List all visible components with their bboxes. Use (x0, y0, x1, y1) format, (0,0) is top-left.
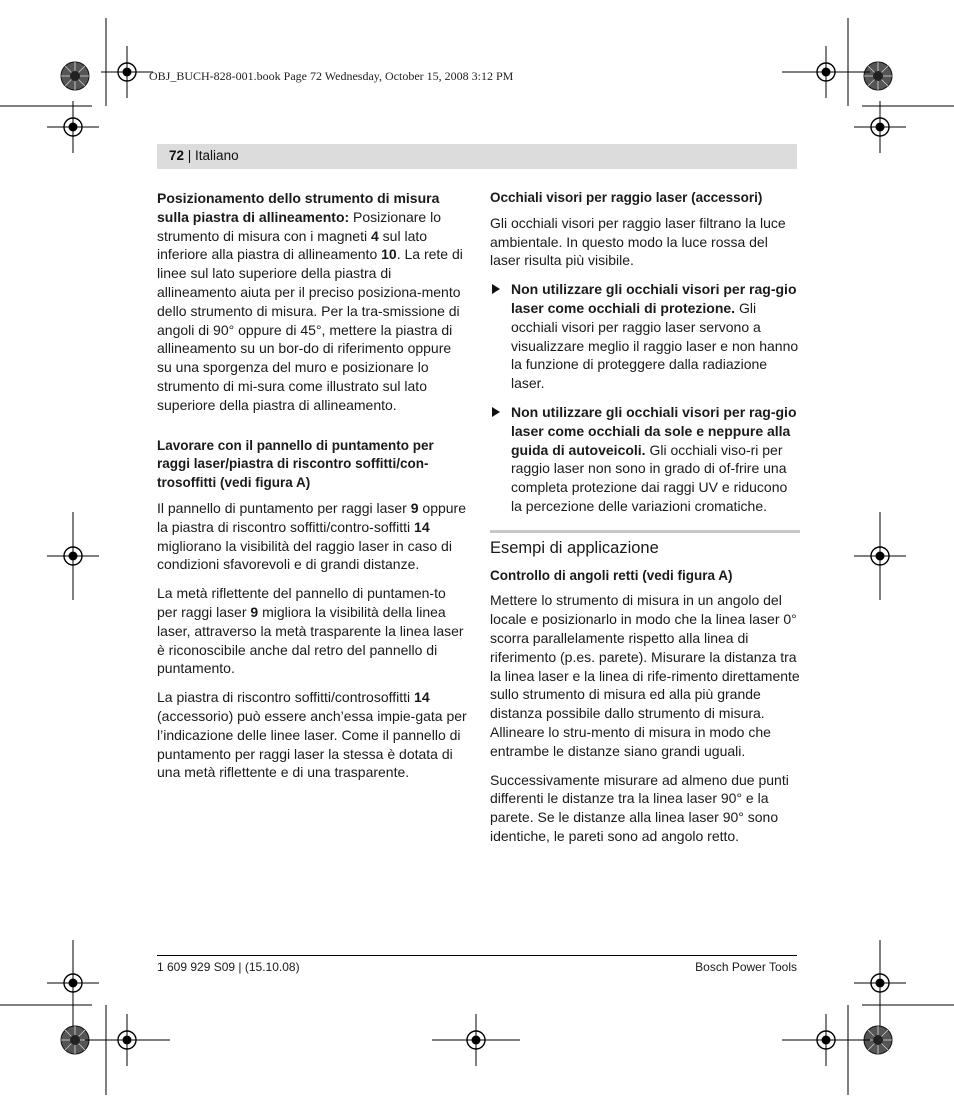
text-run: (accessorio) può essere anch’essa impie-gata per l’indicazione delle linee laser. Come il pannello di puntamento per raggi laser la stessa è dotata di una metà riflettente e di una trasparente. (157, 707, 467, 781)
ref-number: 10 (381, 246, 397, 263)
footer-divider (157, 955, 797, 956)
heading-right-angles: Controllo di angoli retti (vedi figura A) (490, 567, 733, 583)
bullet-triangle-icon (492, 407, 500, 417)
ref-number: 9 (250, 603, 259, 620)
text-run: Il pannello di puntamento per raggi laser (157, 499, 411, 516)
section-divider (490, 530, 800, 533)
warning-text: Gli occhiali visori per raggio laser servono a visualizzare meglio il raggio laser e non hanno la funzione di proteggere dalla radiazione laser. (511, 299, 799, 392)
text-run: migliora la visibilità della linea laser, attraverso la metà trasparente la linea laser è riconoscibile anche dal retro del pannello di puntamento. (157, 603, 464, 677)
ref-number: 14 (414, 518, 430, 535)
right-column (490, 189, 800, 856)
heading-laser-glasses: Occhiali visori per raggio laser (accessori) (490, 190, 763, 205)
ref-number: 4 (370, 227, 379, 244)
footer-doc-code: 1 609 929 S09 | (15.10.08) (157, 960, 300, 974)
page-header (169, 148, 239, 163)
paragraph-right-angles: Mettere lo strumento di misura in un angolo del locale e posizionarlo in modo che la linea laser 0° scorra parallelamente rispetto alla linea di riferimento (p.es. parete). Misurare la distanza tra la linea laser e la linea di rife-rimento direttamente sullo strumento di misura ed alla più grande distanza possibile dallo strumento di misura. Allineare lo stru-mento di misura in modo che entrambe le distanze siano grandi uguali. (490, 592, 800, 759)
warning-text-bold: Non utilizzare gli occhiali visori per rag-gio laser come occhiali da sole e neppure alla guida di autoveicoli. (511, 403, 797, 458)
header-language: Italiano (195, 148, 239, 163)
text-run: La piastra di riscontro soffitti/controsoffitti (157, 689, 415, 706)
paragraph-positioning (157, 189, 467, 415)
header-separator: | (184, 148, 196, 163)
paragraph-laser-glasses: Gli occhiali visori per raggio laser filtrano la luce ambientale. In questo modo la luce rossa del laser risulta più visibile. (490, 214, 786, 269)
ref-number: 14 (414, 689, 430, 706)
page-number: 72 (169, 148, 185, 163)
page-header-band (157, 144, 797, 169)
warning-text-bold: Non utilizzare gli occhiali visori per rag-gio laser come occhiali di protezione. (511, 281, 797, 316)
paragraph-reflective-half (157, 584, 467, 678)
warning-bullet-sunglasses (490, 403, 800, 516)
section-title: Esempi di applicazione (490, 538, 659, 557)
text-run: sul lato inferiore alla piastra di allineamento (157, 227, 428, 263)
text-run: oppure la piastra di riscontro soffitti/contro-soffitti (157, 499, 466, 535)
paragraph-measure-points: Successivamente misurare ad almeno due punti differenti le distanze tra la linea laser 90° e la parete. Se le distanze alla linea laser 90° sono identiche, le pareti sono ad angolo retto. (490, 771, 789, 844)
inline-heading: Posizionamento dello strumento di misura sulla piastra di allineamento: (157, 190, 440, 225)
heading-target-panel: Lavorare con il pannello di puntamento per raggi laser/piastra di riscontro soffitti/con-trosoffitti (vedi figura A) (157, 437, 434, 491)
print-job-header: OBJ_BUCH-828-001.book Page 72 Wednesday, October 15, 2008 3:12 PM (149, 69, 514, 83)
warning-bullet-protection (490, 280, 800, 393)
ref-number: 9 (410, 499, 419, 516)
bullet-triangle-icon (492, 284, 500, 294)
footer-brand: Bosch Power Tools (695, 960, 797, 974)
text-run: Posizionare lo strumento di misura con i magneti (157, 208, 441, 244)
paragraph-ceiling-plate (157, 688, 467, 782)
text-run: migliorano la visibilità del raggio laser in caso di condizioni sfavorevoli e di grandi distanze. (157, 537, 452, 573)
text-run: . La rete di linee sul lato superiore della piastra di allineamento aiuta per il preciso posiziona-mento dello strumento di misura. Per la tra-smissione di angoli di 90° oppure di 45°, mettere la piastra di allineamento su un bor-do di riferimento oppure su una sporgenza del muro e posizionare lo strumento di mi-sura come illustrato sul lato superiore della piastra di allineamento. (157, 246, 463, 413)
warning-text: Gli occhiali viso-ri per raggio laser non sono in grado di of-frire una completa protezione dai raggi UV e riducono la percezione delle variazioni cromatiche. (511, 441, 788, 514)
text-run: La metà riflettente del pannello di puntamen-to per raggi laser (157, 585, 446, 620)
paragraph-target-panel (157, 499, 467, 574)
left-column (157, 189, 467, 792)
